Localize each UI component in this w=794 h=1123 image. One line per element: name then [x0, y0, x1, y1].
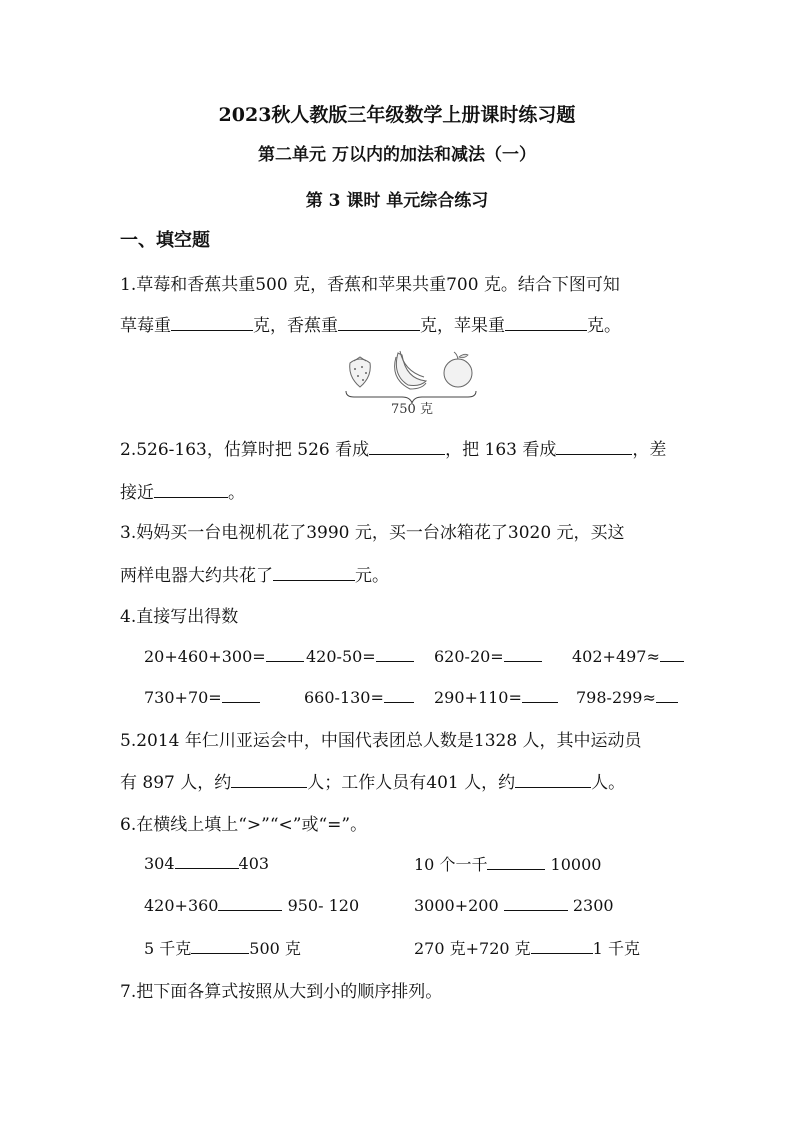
page-title: 2023秋人教版三年级数学上册课时练习题	[218, 104, 576, 126]
q4-answer-2[interactable]	[376, 645, 414, 662]
q6-right-2: 3000+200 2300	[414, 896, 614, 915]
q2-text-1: 2.526-163，估算时把 526 看成	[120, 440, 370, 460]
question-4-title: 4.直接写出得数	[120, 607, 239, 627]
q2-blank-2[interactable]	[556, 438, 632, 455]
q3-text-2: 元。	[355, 566, 389, 586]
q4-answer-6[interactable]	[384, 686, 414, 703]
q4-answer-3[interactable]	[504, 645, 542, 662]
q6-left-blank-1[interactable]	[175, 852, 239, 869]
q2-text-3: ，差	[632, 440, 667, 460]
q4-answer-4[interactable]	[660, 645, 684, 662]
q2-blank-1[interactable]	[369, 438, 445, 455]
q1-blank-banana[interactable]	[338, 314, 420, 331]
q6-right-blank-1[interactable]	[487, 853, 545, 870]
question-3-line-1: 3.妈妈买一台电视机花了3990 元，买一台冰箱花了3020 元，买这	[120, 523, 625, 543]
q6-right-3: 270 克+720 克 1 千克	[414, 939, 640, 958]
section-heading: 一、填空题	[120, 230, 210, 251]
q1-blank-strawberry[interactable]	[171, 314, 253, 331]
lesson-title: 第 3 课时 单元综合练习	[305, 191, 489, 211]
apple-icon	[444, 352, 472, 387]
question-2-line-1	[120, 435, 666, 460]
q1-text-3: 克，苹果重	[420, 316, 505, 336]
unit-title: 第二单元 万以内的加法和减法（一）	[258, 145, 536, 165]
q6-right-1: 10 个一千 10000	[414, 855, 602, 874]
fruit-figure	[340, 345, 480, 415]
q5-blank-1[interactable]	[231, 771, 307, 788]
q2-text-2: ，把 163 看成	[445, 440, 557, 460]
question-1-line-1: 1.草莓和香蕉共重500 克，香蕉和苹果共重700 克。结合下图可知	[120, 275, 620, 295]
q2-blank-3[interactable]	[154, 481, 228, 498]
q1-text-4: 克。	[587, 316, 621, 336]
q4-answer-7[interactable]	[522, 686, 558, 703]
q3-text-1: 两样电器大约共花了	[120, 566, 273, 586]
q6-left-blank-2[interactable]	[218, 894, 282, 911]
q4-item-8: 798-299≈	[576, 686, 678, 707]
question-2-line-2	[120, 478, 245, 503]
question-7-title: 7.把下面各算式按照从大到小的顺序排列。	[120, 982, 443, 1002]
q4-item-2: 420-50=	[306, 645, 414, 666]
q5-text-2: 人；工作人员有401 人，约	[307, 773, 516, 793]
q1-text-2: 克，香蕉重	[253, 316, 338, 336]
q5-blank-2[interactable]	[515, 771, 591, 788]
q6-left-blank-3[interactable]	[191, 937, 249, 954]
q5-text-3: 人。	[591, 773, 626, 793]
q4-answer-5[interactable]	[222, 686, 260, 703]
q6-right-blank-3[interactable]	[531, 937, 593, 954]
q2-text-4: 接近	[120, 483, 154, 503]
q6-right-blank-2[interactable]	[504, 894, 568, 911]
question-3-line-2	[120, 561, 389, 586]
q1-blank-apple[interactable]	[505, 314, 587, 331]
q6-left-3: 5 千克 500 克	[144, 939, 301, 958]
question-5-line-2	[120, 768, 625, 793]
q3-blank[interactable]	[273, 564, 355, 581]
strawberry-icon	[350, 357, 371, 387]
figure-label: 750 克	[391, 402, 433, 415]
q2-text-5: 。	[228, 483, 245, 503]
q4-answer-1[interactable]	[266, 645, 304, 662]
question-5-line-1: 5.2014 年仁川亚运会中，中国代表团总人数是1328 人，其中运动员	[120, 731, 642, 751]
q4-item-7: 290+110=	[434, 686, 558, 707]
q5-text-1: 有 897 人，约	[120, 773, 232, 793]
q6-left-2: 420+360 950- 120	[144, 896, 360, 915]
q4-item-3: 620-20=	[434, 645, 542, 666]
q4-item-6: 660-130=	[304, 686, 414, 707]
q4-item-4: 402+497≈	[572, 645, 684, 666]
question-6-title: 6.在横线上填上“>”“<”或“=”。	[120, 815, 368, 835]
q4-item-1: 20+460+300=	[144, 645, 304, 666]
banana-icon	[395, 351, 426, 389]
q1-text-1: 草莓重	[120, 316, 171, 336]
q6-left-1: 304 403	[144, 854, 270, 873]
q4-item-5: 730+70=	[144, 686, 260, 707]
q4-answer-8[interactable]	[656, 686, 678, 703]
question-1-line-2	[120, 311, 621, 336]
